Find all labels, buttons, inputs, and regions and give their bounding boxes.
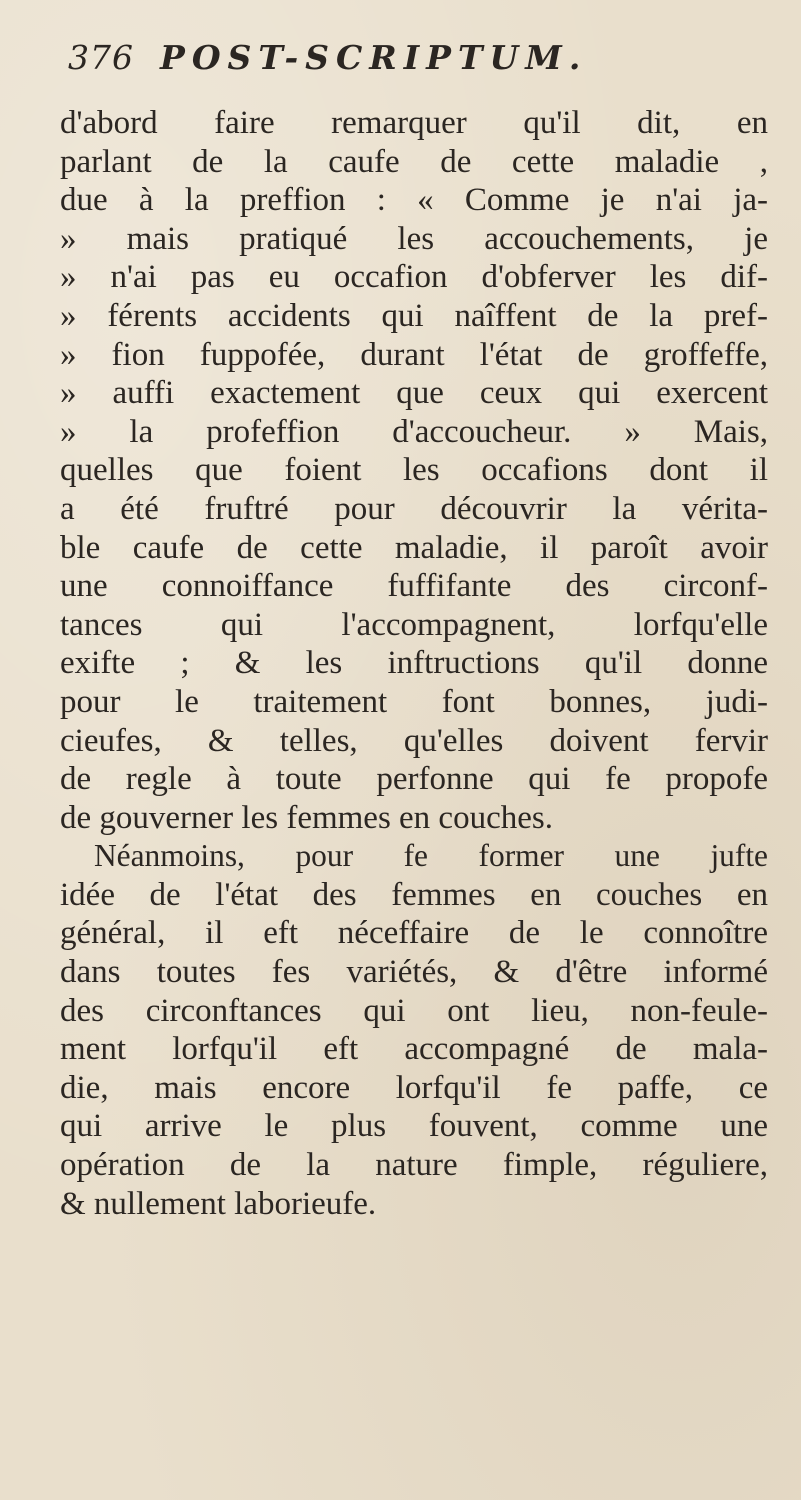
text-line: des circonftances qui ont lieu, non-feule- bbox=[60, 992, 768, 1029]
text-line: qui arrive le plus fouvent, comme une bbox=[60, 1108, 768, 1145]
text-line: ment lorfqu'il eft accompagné de mala- bbox=[60, 1031, 768, 1068]
text-line: a été fruftré pour découvrir la vérita- bbox=[60, 490, 768, 527]
text-line: opération de la nature fimple, réguliere, bbox=[60, 1147, 768, 1184]
text-line: » n'ai pas eu occafion d'obferver les dif- bbox=[60, 259, 768, 296]
text-line: une connoiffance fuffifante des circonf- bbox=[60, 568, 768, 605]
text-line: » la profeffion d'accoucheur. » Mais, bbox=[60, 413, 768, 450]
text-line: pour le traitement font bonnes, judi- bbox=[60, 683, 768, 720]
text-line: d'abord faire remarquer qu'il dit, en bbox=[60, 105, 768, 141]
book-page bbox=[48, 38, 768, 1478]
text-line: & nullement laborieufe. bbox=[60, 1185, 377, 1222]
text-line: de gouverner les femmes en couches. bbox=[60, 799, 553, 836]
text-line: exifte ; & les inftructions qu'il donne bbox=[60, 645, 768, 682]
text-line: cieufes, & telles, qu'elles doivent fervir bbox=[60, 722, 768, 759]
text-line: » férents accidents qui naîffent de la pref- bbox=[60, 297, 768, 334]
text-line: » mais pratiqué les accouchements, je bbox=[60, 220, 768, 257]
text-line: due à la preffion : « Comme je n'ai ja- bbox=[60, 182, 768, 219]
page-number: 376 bbox=[68, 38, 134, 77]
text-line: parlant de la caufe de cette maladie , bbox=[60, 143, 768, 180]
text-line: de regle à toute perfonne qui fe propofe bbox=[60, 761, 768, 798]
text-line: tances qui l'accompagnent, lorfqu'elle bbox=[60, 606, 768, 643]
text-line: ble caufe de cette maladie, il paroît avoir bbox=[60, 529, 768, 566]
body-text bbox=[60, 104, 768, 1223]
running-title: POST-SCRIPTUM. bbox=[160, 38, 588, 77]
text-line: » fion fuppofée, durant l'état de groffeffe, bbox=[60, 336, 768, 373]
text-line: quelles que foient les occafions dont il bbox=[60, 452, 768, 489]
text-line: » auffi exactement que ceux qui exercent bbox=[60, 375, 768, 412]
text-line: idée de l'état des femmes en couches en bbox=[60, 876, 768, 913]
text-line: dans toutes fes variétés, & d'être informé bbox=[60, 954, 768, 991]
text-line: Néanmoins, pour fe former une jufte bbox=[94, 838, 768, 874]
running-head bbox=[48, 38, 768, 100]
text-line: général, il eft néceffaire de le connoître bbox=[60, 915, 768, 952]
text-line: die, mais encore lorfqu'il fe paffe, ce bbox=[60, 1069, 768, 1106]
